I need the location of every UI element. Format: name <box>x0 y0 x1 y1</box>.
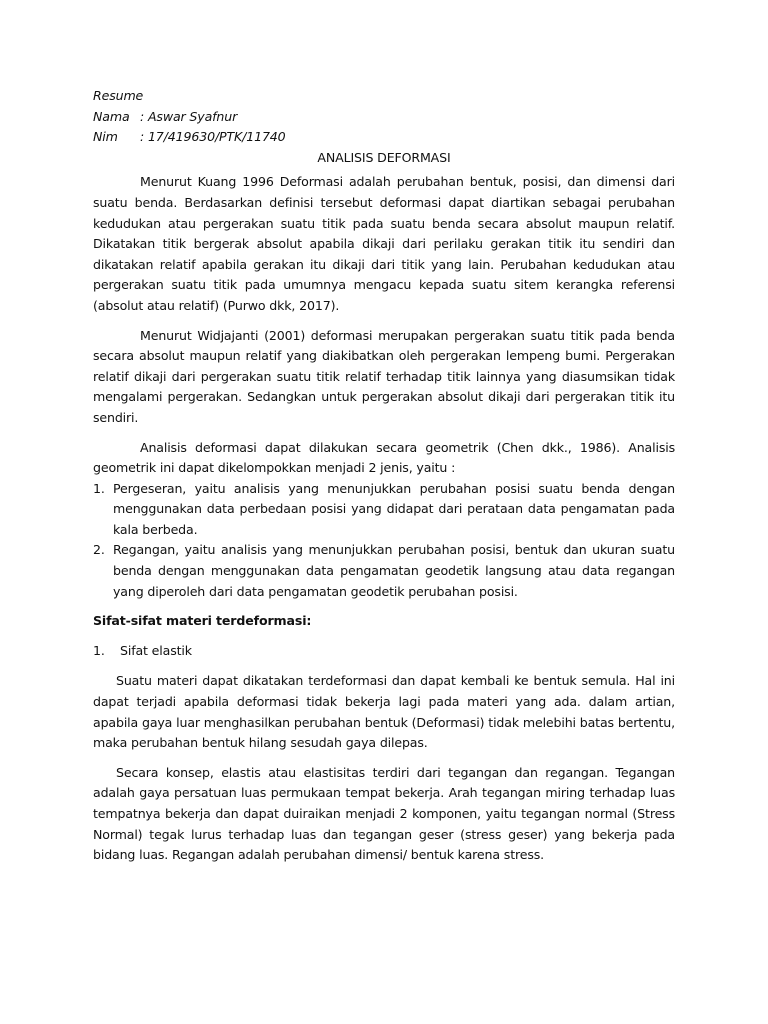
paragraph-definition-kuang: Menurut Kuang 1996 Deformasi adalah perubahan bentuk, posisi, dan dimensi dari suatu benda. Berdasarkan definisi tersebut deformasi dapat diartikan sebagai perubahan kedudukan atau pergerakan suatu titik pada suatu benda secara absolut maupun relatif. Dikatakan titik bergerak absolut apabila dikaji dari perilaku gerakan titik itu sendiri dan dikatakan relatif apabila gerakan itu dikaji dari titik yang lain. Perubahan kedudukan atau pergerakan suatu titik pada umumnya mengacu kepada suatu sitem kerangka referensi (absolut atau relatif) (Purwo dkk, 2017). <box>93 174 675 313</box>
analysis-types-list <box>93 479 675 603</box>
list-item-number: 1. <box>93 480 105 496</box>
list-item-text: Pergeseran, yaitu analisis yang menunjukkan perubahan posisi suatu benda dengan menggunakan data perbedaan posisi yang didapat dari perataan data pengamatan pada kala berbeda. <box>113 480 675 537</box>
list-item-number: 2. <box>93 542 105 558</box>
nim-line <box>93 127 675 148</box>
document-page <box>93 86 675 866</box>
nim-label: Nim <box>93 129 118 145</box>
resume-label: Resume <box>93 88 144 103</box>
paragraph-geometric-analysis: Analisis deformasi dapat dilakukan secara geometrik (Chen dkk., 1986). Analisis geometrik ini dapat dikelompokkan menjadi 2 jenis, yaitu : <box>93 439 675 476</box>
sub-item-number: 1. <box>93 642 105 658</box>
paragraph-elastic-2: Secara konsep, elastis atau elastisitas terdiri dari tegangan dan regangan. Tegangan adalah gaya persatuan luas permukaan tempat bekerja. Arah tegangan miring terhadap luas tempatnya bekerja dan dapat duiraikan menjadi 2 komponen, yaitu tegangan normal (Stress Normal) tegak lurus terhadap luas dan tegangan geser (stress geser) yang bekerja pada bidang luas. Regangan adalah perubahan dimensi/ bentuk karena stress. <box>93 764 675 863</box>
sub-item-label: Sifat elastik <box>120 642 192 658</box>
list-item <box>93 479 675 541</box>
paragraph-elastic-1: Suatu materi dapat dikatakan terdeformasi dan dapat kembali ke bentuk semula. Hal ini dapat terjadi apabila deformasi tidak bekerja lagi pada materi yang ada. dalam artian, apabila gaya luar menghasilkan perubahan bentuk (Deformasi) tidak melebihi batas bertentu, maka perubahan bentuk hilang sesudah gaya dilepas. <box>93 673 675 751</box>
document-title: ANALISIS DEFORMASI <box>317 149 451 165</box>
list-item <box>93 540 675 602</box>
name-line <box>93 107 675 128</box>
list-item-text: Regangan, yaitu analisis yang menunjukkan perubahan posisi, bentuk dan ukuran suatu benda dengan menggunakan data pengamatan geodetik langsung atau data regangan yang diperoleh dari data pengamatan geodetik perubahan posisi. <box>113 542 675 599</box>
nim-value: : 17/419630/PTK/11740 <box>140 129 286 145</box>
sub-item-elastic <box>93 641 675 662</box>
section-heading: Sifat-sifat materi terdeformasi: <box>93 613 312 629</box>
paragraph-definition-widjajanti: Menurut Widjajanti (2001) deformasi merupakan pergerakan suatu titik pada benda secara absolut maupun relatif yang diakibatkan oleh pergerakan lempeng bumi. Pergerakan relatif dikaji dari pergerakan suatu titik relatif terhadap titik lainnya yang diasumsikan tidak mengalami pergerakan. Sedangkan untuk pergerakan absolut dikaji dari pergerakan titik itu sendiri. <box>93 327 675 425</box>
name-label: Nama <box>93 108 130 124</box>
name-value: : Aswar Syafnur <box>140 108 238 124</box>
